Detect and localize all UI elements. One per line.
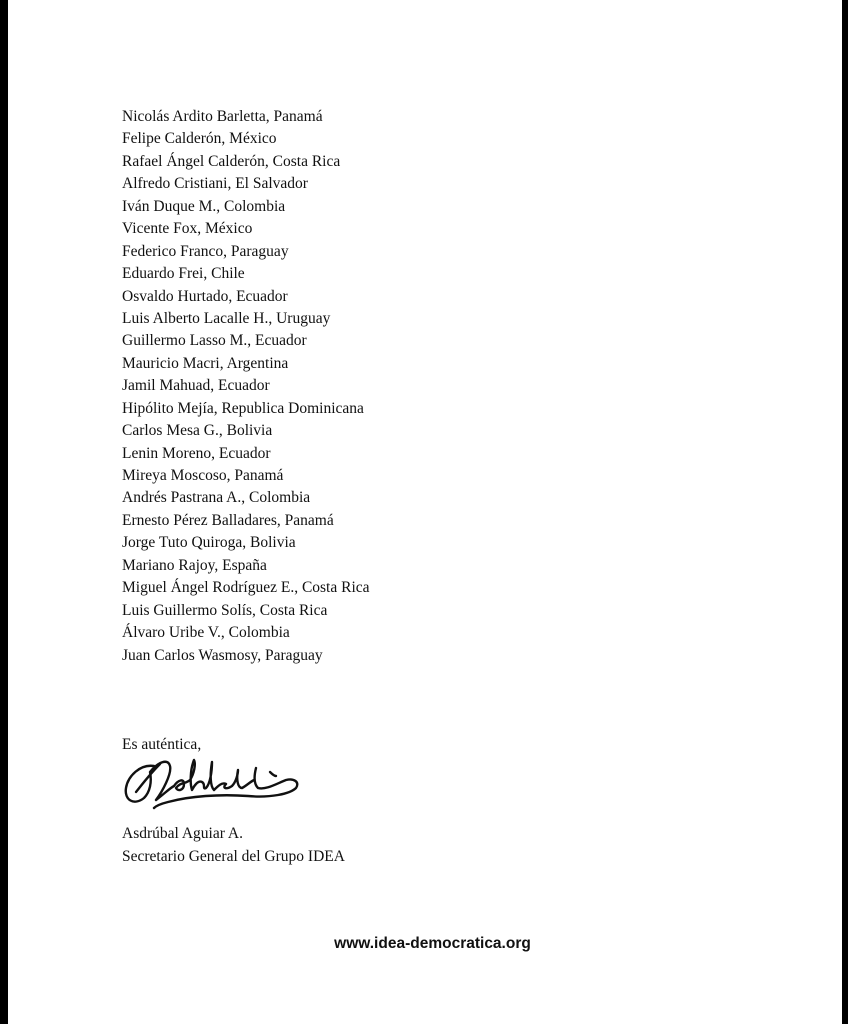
signer-item: Nicolás Ardito Barletta, Panamá: [122, 108, 323, 125]
signer-item: Felipe Calderón, México: [122, 130, 277, 148]
signer-item: Federico Franco, Paraguay: [122, 242, 289, 260]
document-page: [8, 0, 842, 1024]
signer-item: Mariano Rajoy, España: [122, 556, 267, 574]
signer-item: Eduardo Frei, Chile: [122, 265, 245, 283]
signer-item: Lenin Moreno, Ecuador: [122, 444, 271, 462]
signatory-name: Asdrúbal Aguiar A.: [122, 825, 243, 842]
website-footer: [8, 935, 842, 953]
signer-item: Osvaldo Hurtado, Ecuador: [122, 287, 288, 305]
signer-item: Luis Guillermo Solís, Costa Rica: [122, 601, 328, 619]
signer-item: Alfredo Cristiani, El Salvador: [122, 175, 308, 193]
signer-item: Juan Carlos Wasmosy, Paraguay: [122, 646, 323, 664]
signer-item: Álvaro Uribe V., Colombia: [122, 624, 290, 642]
signer-item: Iván Duque M., Colombia: [122, 197, 286, 215]
handwritten-signature: [120, 752, 305, 812]
closing-text: Es auténtica,: [122, 736, 202, 753]
signer-item: Miguel Ángel Rodríguez E., Costa Rica: [122, 579, 370, 597]
signer-item: Jamil Mahuad, Ecuador: [122, 377, 270, 395]
signers-list: [122, 106, 370, 667]
signer-item: Guillermo Lasso M., Ecuador: [122, 332, 307, 350]
website-link[interactable]: www.idea-democratica.org: [334, 935, 531, 952]
signer-item: Carlos Mesa G., Bolivia: [122, 422, 273, 440]
signer-item: Jorge Tuto Quiroga, Bolivia: [122, 534, 296, 552]
signer-item: Mireya Moscoso, Panamá: [122, 467, 284, 484]
signer-item: Vicente Fox, México: [122, 220, 253, 238]
signer-item: Hipólito Mejía, Republica Dominicana: [122, 399, 364, 417]
signer-item: Ernesto Pérez Balladares, Panamá: [122, 511, 334, 529]
signer-item: Luis Alberto Lacalle H., Uruguay: [122, 309, 331, 327]
signatory-block: [122, 823, 345, 868]
signatory-title: Secretario General del Grupo IDEA: [122, 847, 345, 865]
signer-item: Andrés Pastrana A., Colombia: [122, 489, 311, 507]
signer-item: Rafael Ángel Calderón, Costa Rica: [122, 152, 341, 170]
signer-item: Mauricio Macri, Argentina: [122, 354, 289, 372]
